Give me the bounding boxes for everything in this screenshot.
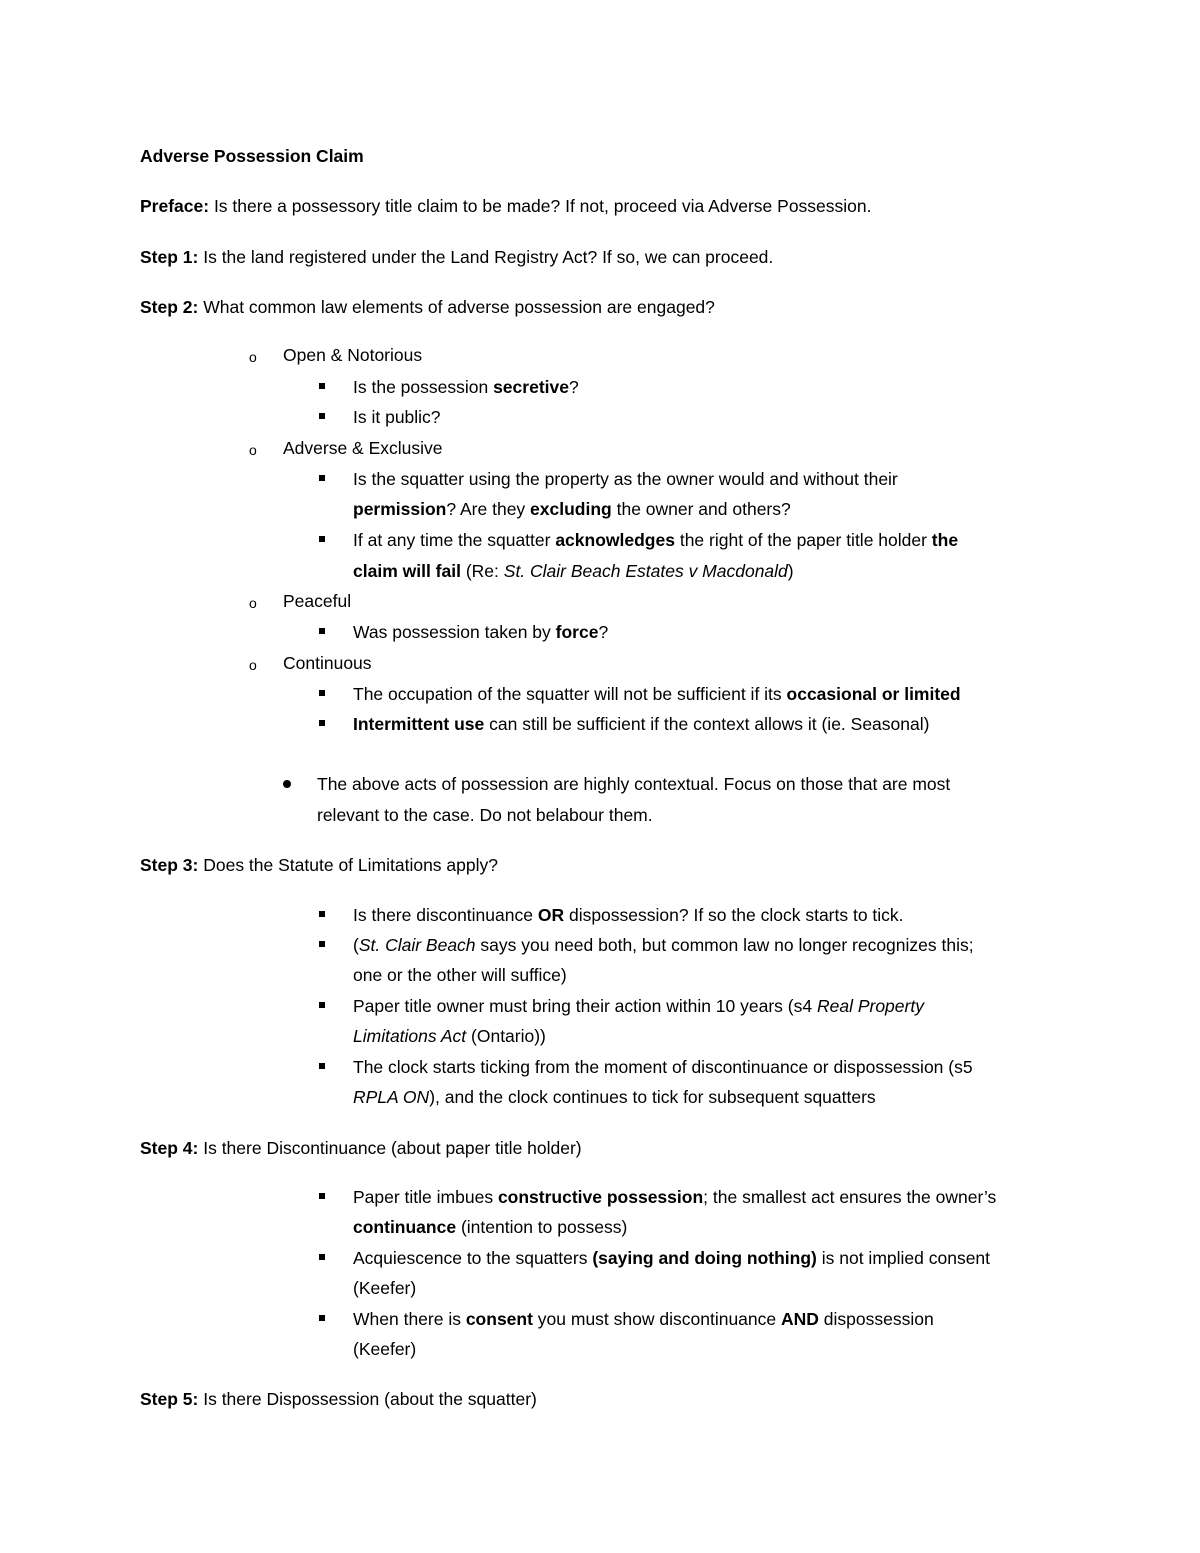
list-item: Is the possession secretive? (353, 377, 579, 397)
circle-bullet-icon: o (249, 595, 257, 611)
square-bullet-icon (319, 941, 325, 947)
square-bullet-icon (319, 720, 325, 726)
list-item: Paper title imbues constructive possession; the smallest act ensures the owner’s (353, 1187, 997, 1207)
list-item: If at any time the squatter acknowledges the right of the paper title holder the (353, 530, 959, 550)
list-item: The occupation of the squatter will not be sufficient if its occasional or limited (353, 684, 961, 704)
square-bullet-icon (319, 1002, 325, 1008)
square-bullet-icon (319, 536, 325, 542)
square-bullet-icon (319, 911, 325, 917)
list-item: Paper title owner must bring their action within 10 years (s4 Real Property (353, 996, 924, 1016)
element-continuous: Continuous (283, 653, 372, 673)
list-item-continuation: (Keefer) (353, 1339, 417, 1359)
list-item-continuation: Limitations Act (Ontario)) (353, 1026, 546, 1046)
step1-paragraph: Step 1: Is the land registered under the Land Registry Act? If so, we can proceed. (140, 247, 774, 267)
list-item: (St. Clair Beach says you need both, but common law no longer recognizes this; (353, 935, 974, 955)
list-item: Is it public? (353, 407, 441, 427)
circle-bullet-icon: o (249, 442, 257, 458)
element-open-notorious: Open & Notorious (283, 345, 423, 365)
list-item-continuation: permission? Are they excluding the owner and others? (353, 499, 791, 519)
list-item-continuation: RPLA ON), and the clock continues to tick for subsequent squatters (353, 1087, 876, 1107)
square-bullet-icon (319, 475, 325, 481)
list-item: Is there discontinuance OR dispossession? If so the clock starts to tick. (353, 905, 904, 925)
list-item: Is the squatter using the property as the owner would and without their (353, 469, 898, 489)
list-item: When there is consent you must show discontinuance AND dispossession (353, 1309, 934, 1329)
round-bullet-icon (283, 780, 291, 788)
step4-paragraph: Step 4: Is there Discontinuance (about paper title holder) (140, 1138, 582, 1158)
circle-bullet-icon: o (249, 657, 257, 673)
square-bullet-icon (319, 628, 325, 634)
list-item: Acquiescence to the squatters (saying and doing nothing) is not implied consent (353, 1248, 991, 1268)
step5-paragraph: Step 5: Is there Dispossession (about the squatter) (140, 1389, 537, 1409)
list-item-continuation: (Keefer) (353, 1278, 417, 1298)
square-bullet-icon (319, 1193, 325, 1199)
element-peaceful: Peaceful (283, 591, 352, 611)
list-item: The clock starts ticking from the moment of discontinuance or dispossession (s5 (353, 1057, 973, 1077)
list-item-continuation: continuance (intention to possess) (353, 1217, 628, 1237)
square-bullet-icon (319, 383, 325, 389)
list-item: Intermittent use can still be sufficient if the context allows it (ie. Seasonal) (353, 714, 930, 734)
contextual-note: The above acts of possession are highly contextual. Focus on those that are most (317, 774, 951, 794)
square-bullet-icon (319, 1315, 325, 1321)
square-bullet-icon (319, 690, 325, 696)
preface-paragraph: Preface: Is there a possessory title claim to be made? If not, proceed via Adverse Possession. (140, 196, 872, 216)
square-bullet-icon (319, 1063, 325, 1069)
square-bullet-icon (319, 1254, 325, 1260)
document-title: Adverse Possession Claim (140, 146, 364, 166)
list-item-continuation: one or the other will suffice) (353, 965, 567, 985)
square-bullet-icon (319, 413, 325, 419)
circle-bullet-icon: o (249, 349, 257, 365)
contextual-note-continuation: relevant to the case. Do not belabour them. (317, 805, 653, 825)
list-item-continuation: claim will fail (Re: St. Clair Beach Estates v Macdonald) (353, 561, 794, 581)
element-adverse-exclusive: Adverse & Exclusive (283, 438, 443, 458)
step3-paragraph: Step 3: Does the Statute of Limitations apply? (140, 855, 498, 875)
list-item: Was possession taken by force? (353, 622, 609, 642)
step2-paragraph: Step 2: What common law elements of adverse possession are engaged? (140, 297, 715, 317)
